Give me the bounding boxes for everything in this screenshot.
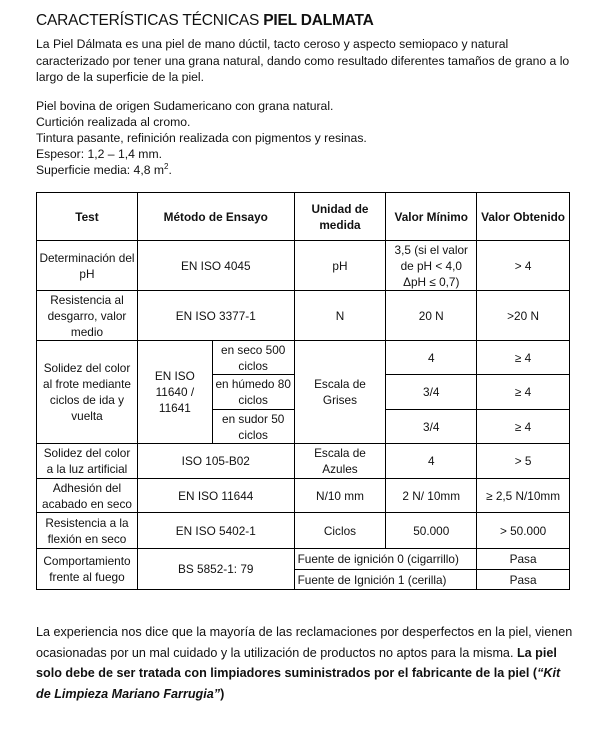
header-test: Test: [37, 193, 138, 241]
table-row: [37, 479, 570, 513]
cell-obtained: > 50.000: [477, 513, 570, 549]
header-obtained: Valor Obtenido: [477, 193, 570, 241]
cell-test: Adhesión del acabado en seco: [37, 479, 138, 513]
cell-unit: N: [294, 291, 386, 341]
title-product: PIEL DALMATA: [263, 12, 374, 29]
cell-min: 50.000: [386, 513, 477, 549]
cell-ignition-source: Fuente de Ignición 1 (cerilla): [294, 570, 477, 590]
table-row: [37, 241, 570, 291]
cell-obtained: > 5: [477, 444, 570, 479]
header-min: Valor Mínimo: [386, 193, 477, 241]
care-note-text: La experiencia nos dice que la mayoría de las reclamaciones por desperfectos en la piel, vienen ocasionadas por un mal cuidado y la utilización de productos no aptos para la misma.: [36, 625, 573, 660]
cell-condition: en sudor 50 ciclos: [212, 410, 294, 444]
care-note-bold: La piel solo debe de ser tratada con limpiadores suministrados por el fabricante de la piel (: [36, 645, 557, 680]
cleaning-kit-name: “Kit de Limpieza Mariano Farrugia”: [36, 666, 561, 701]
table-header-row: [37, 193, 570, 241]
care-note: [36, 622, 576, 704]
cell-test: Resistencia al desgarro, valor medio: [37, 291, 138, 341]
table-row: [37, 291, 570, 341]
cell-method: EN ISO 4045: [137, 241, 294, 291]
cell-condition: en húmedo 80 ciclos: [212, 375, 294, 410]
cell-obtained: >20 N: [477, 291, 570, 341]
header-unit: Unidad de medida: [294, 193, 386, 241]
cell-obtained: Pasa: [477, 549, 570, 570]
cell-obtained: Pasa: [477, 570, 570, 590]
cell-unit: pH: [294, 241, 386, 291]
cell-test: Resistencia a la flexión en seco: [37, 513, 138, 549]
title-prefix: CARACTERÍSTICAS TÉCNICAS: [36, 12, 264, 29]
page-title: [36, 12, 374, 30]
table-row: [37, 341, 570, 375]
table-row: [37, 549, 570, 570]
cell-condition: en seco 500 ciclos: [212, 341, 294, 375]
cell-min: 4: [386, 341, 477, 375]
cell-min: 20 N: [386, 291, 477, 341]
cell-method: EN ISO 11640 / 11641: [137, 341, 212, 444]
cell-method: ISO 105-B02: [137, 444, 294, 479]
spec-surface-tail: .: [168, 163, 172, 177]
cell-unit: Escala de Azules: [294, 444, 386, 479]
care-note-close: ): [220, 686, 225, 701]
cell-unit: Escala de Grises: [294, 341, 386, 444]
spec-surface: [36, 162, 367, 178]
cell-test: Comportamiento frente al fuego: [37, 549, 138, 590]
cell-obtained: ≥ 4: [477, 375, 570, 410]
cell-obtained: ≥ 4: [477, 410, 570, 444]
spec-surface-text: Superficie media: 4,8 m: [36, 163, 165, 177]
cell-method: BS 5852-1: 79: [137, 549, 294, 590]
cell-min: 3/4: [386, 410, 477, 444]
cell-min: 4: [386, 444, 477, 479]
cell-obtained: ≥ 2,5 N/10mm: [477, 479, 570, 513]
spec-tanning: Curtición realizada al cromo.: [36, 115, 191, 129]
cell-method: EN ISO 5402-1: [137, 513, 294, 549]
header-method: Método de Ensayo: [137, 193, 294, 241]
spec-list: [36, 98, 367, 178]
table-row: [37, 444, 570, 479]
cell-method: EN ISO 3377-1: [137, 291, 294, 341]
spec-thickness: Espesor: 1,2 – 1,4 mm.: [36, 147, 162, 161]
cell-method: EN ISO 11644: [137, 479, 294, 513]
cell-obtained: ≥ 4: [477, 341, 570, 375]
cell-ignition-source: Fuente de ignición 0 (cigarrillo): [294, 549, 477, 570]
spec-surface-sup: 2: [164, 161, 169, 171]
spec-dye: Tintura pasante, refinición realizada con pigmentos y resinas.: [36, 131, 367, 145]
cell-test: Determinación del pH: [37, 241, 138, 291]
cell-min: 3/4: [386, 375, 477, 410]
cell-min: 3,5 (si el valor de pH < 4,0 ΔpH ≤ 0,7): [386, 241, 477, 291]
technical-table: [36, 192, 570, 590]
cell-unit: Ciclos: [294, 513, 386, 549]
cell-unit: N/10 mm: [294, 479, 386, 513]
table-row: [37, 513, 570, 549]
spec-origin: Piel bovina de origen Sudamericano con grana natural.: [36, 99, 334, 113]
intro-paragraph: La Piel Dálmata es una piel de mano dúctil, tacto ceroso y aspecto semiopaco y natural caracterizado por tener una grana natural, dando como resultado diferentes tamaños de grano a lo largo de la superficie de la piel.: [36, 37, 570, 84]
cell-test: Solidez del color a la luz artificial: [37, 444, 138, 479]
cell-test: Solidez del color al frote mediante ciclos de ida y vuelta: [37, 341, 138, 444]
cell-obtained: > 4: [477, 241, 570, 291]
cell-min: 2 N/ 10mm: [386, 479, 477, 513]
